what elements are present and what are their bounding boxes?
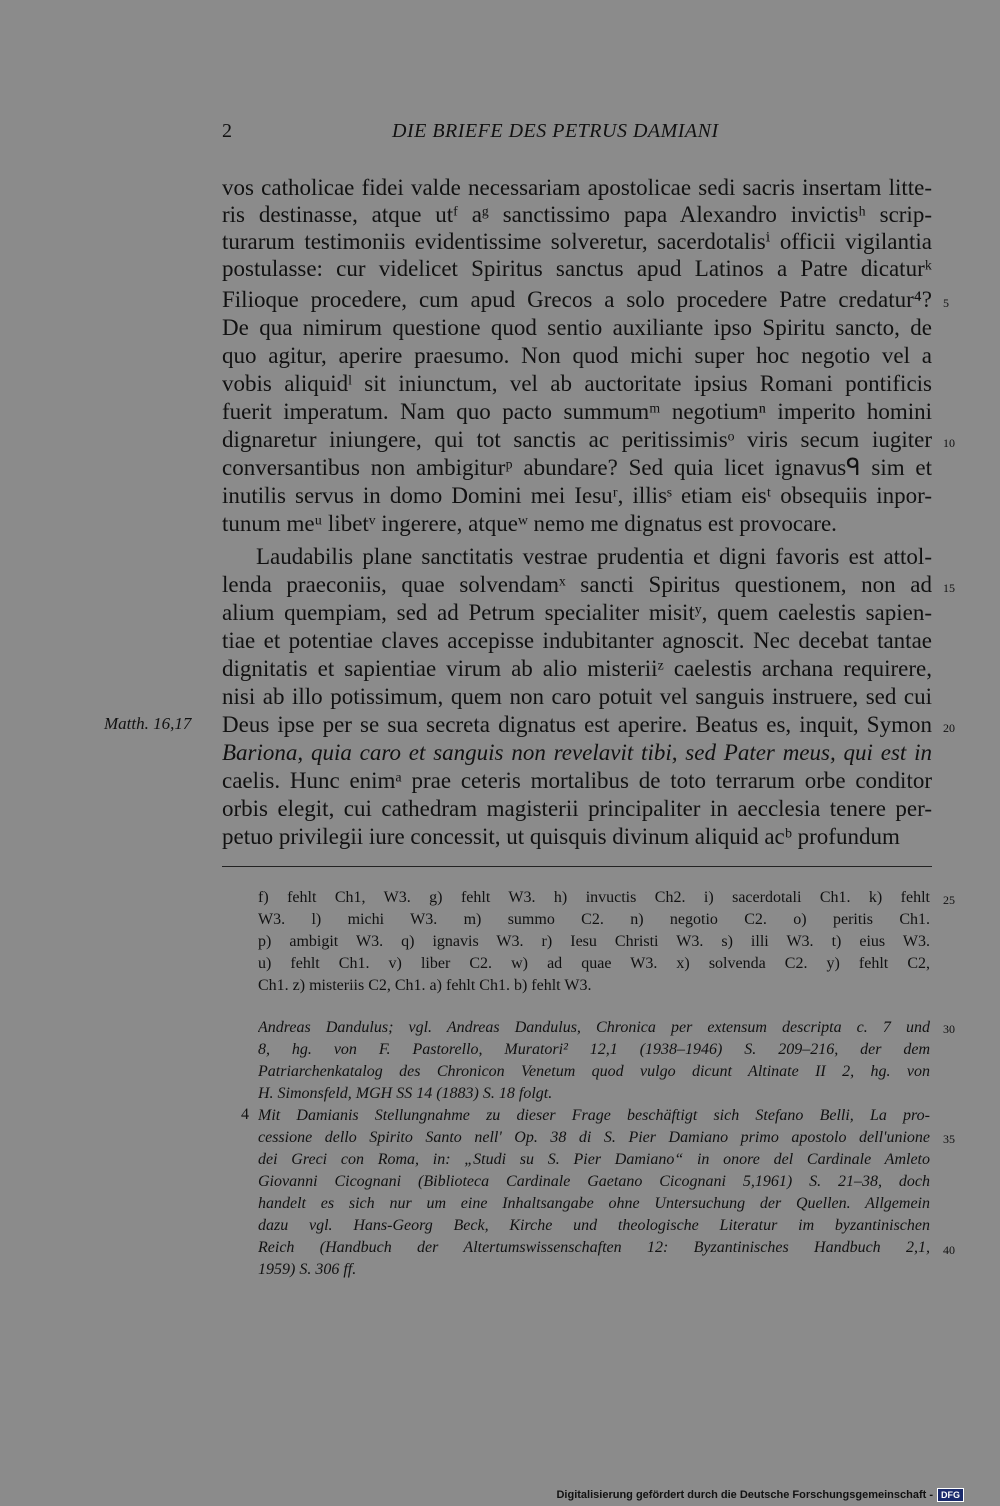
note-number: 4	[241, 1106, 249, 1123]
page-number: 2	[222, 120, 232, 142]
text-line: vos catholicae fidei valde necessariam apostolicae sedi sacris insertam litte-	[222, 175, 932, 200]
text-line: Laudabilis plane sanctitatis vestrae prudentia et digni favoris est attol-	[256, 544, 932, 569]
text-line: alium quempiam, sed ad Petrum specialiter misitʸ, quem caelestis sapien-	[222, 600, 932, 625]
text-line: inutilis servus in domo Domini mei Iesuʳ, illisˢ etiam eisᵗ obsequiis inpor-	[222, 483, 932, 508]
margin-reference: Matth. 16,17	[104, 714, 192, 733]
commentary-line: H. Simonsfeld, MGH SS 14 (1883) S. 18 folgt.	[258, 1085, 553, 1102]
line-number: 40	[943, 1243, 955, 1257]
line-number: 30	[943, 1022, 955, 1036]
text-line: fuerit imperatum. Nam quo pacto summumᵐ negotiumⁿ imperito homini	[222, 399, 932, 424]
text-line: tunum meᵘ libetᵛ ingerere, atqueʷ nemo me dignatus est provocare.	[222, 511, 837, 536]
text-line: Deus ipse per se sua secreta dignatus est aperire. Beatus es, inquit, Symon	[222, 712, 932, 737]
line-number: 5	[943, 296, 949, 310]
dfg-logo: DFG	[937, 1488, 964, 1502]
commentary-line: Reich (Handbuch der Altertumswissenschaften 12: Byzantinisches Handbuch 2,1,	[258, 1239, 930, 1256]
apparatus-line: Ch1. z) misteriis C2, Ch1. a) fehlt Ch1. b) fehlt W3.	[258, 977, 592, 994]
text-line: dignaretur iniungere, qui tot sanctis ac peritissimisᵒ viris secum iugiter	[222, 427, 932, 452]
commentary-line: handelt es sich nur um eine Inhaltsangabe ohne Untersuchung der Quellen. Allgemein	[258, 1195, 930, 1212]
line-number: 10	[943, 436, 955, 450]
commentary-line: dazu vgl. Hans-Georg Beck, Kirche und theologische Literatur im byzantinischen	[258, 1217, 930, 1234]
text-line: quo agitur, aperire praesumo. Non quod michi super hoc negotio vel a	[222, 343, 932, 368]
text-line: nisi ab illo potissimum, quem non caro potuit vel sanguis instruere, sed cui	[222, 684, 932, 709]
text-line: postulasse: cur videlicet Spiritus sanctus apud Latinos a Patre dicaturᵏ	[222, 256, 932, 281]
apparatus-line: W3. l) michi W3. m) summo C2. n) negotio C2. o) peritis Ch1.	[258, 911, 930, 928]
line-number: 25	[943, 893, 955, 907]
commentary-line: Patriarchenkatalog des Chronicon Venetum quod vulgo dicunt Altinate II 2, hg. von	[258, 1063, 930, 1080]
text-line: conversantibus non ambigiturᵖ abundare? Sed quia licet ignavusᑫ sim et	[222, 455, 932, 480]
text-line: ris destinasse, atque utᶠ aᵍ sanctissimo papa Alexandro invictisʰ scrip-	[222, 202, 932, 227]
digitization-credit	[556, 1488, 964, 1502]
commentary-line: dei Greci con Roma, in: „Studi su S. Pier Damiano“ in onore del Cardinale Amleto	[258, 1151, 930, 1168]
text-line: lenda praeconiis, quae solvendamˣ sancti Spiritus questionem, non ad	[222, 572, 932, 597]
text-line: tiae et potentiae claves accepisse indubitanter agnoscit. Nec decebat tantae	[222, 628, 932, 653]
text-line: dignitatis et sapientiae virum ab alio misteriiᶻ caelestis archana requirere,	[222, 656, 932, 681]
commentary-line: cessione dello Spirito Santo nell' Op. 38 di S. Pier Damiano primo apostolo dell'unione	[258, 1129, 930, 1146]
text-line: orbis elegit, cui cathedram magisterii principaliter in aecclesia tenere per-	[222, 796, 932, 821]
apparatus-line: f) fehlt Ch1, W3. g) fehlt W3. h) invuctis Ch2. i) sacerdotali Ch1. k) fehlt	[258, 889, 930, 906]
footnote-rule	[222, 866, 932, 867]
commentary-line: Giovanni Cicognani (Biblioteca Cardinale Gaetano Cicognani 5,1961) S. 21–38, doch	[258, 1173, 930, 1190]
text-line: Bariona, quia caro et sanguis non revelavit tibi, sed Pater meus, qui est in	[222, 740, 932, 765]
text-line: vobis aliquidˡ sit iniunctum, vel ab auctoritate ipsius Romani pontificis	[222, 371, 932, 396]
line-number: 35	[943, 1132, 955, 1146]
commentary-line: Andreas Dandulus; vgl. Andreas Dandulus, Chronica per extensum descripta c. 7 und	[258, 1019, 930, 1036]
text-line: caelis. Hunc enimᵃ prae ceteris mortalibus de toto terrarum orbe conditor	[222, 768, 932, 793]
commentary-line: Mit Damianis Stellungnahme zu dieser Frage beschäftigt sich Stefano Belli, La pro-	[258, 1107, 930, 1124]
line-number: 20	[943, 721, 955, 735]
running-head: DIE BRIEFE DES PETRUS DAMIANI	[392, 120, 719, 142]
credit-text: Digitalisierung gefördert durch die Deutsche Forschungsgemeinschaft -	[556, 1489, 933, 1501]
line-number: 15	[943, 581, 955, 595]
text-line: Filioque procedere, cum apud Grecos a solo procedere Patre credatur⁴?	[222, 287, 932, 312]
commentary-line: 8, hg. von F. Pastorello, Muratori² 12,1 (1938–1946) S. 209–216, der dem	[258, 1041, 930, 1058]
text-line: De qua nimirum questione quod sentio auxiliante ipso Spiritu sancto, de	[222, 315, 932, 340]
commentary-line: 1959) S. 306 ff.	[258, 1261, 357, 1278]
apparatus-line: u) fehlt Ch1. v) liber C2. w) ad quae W3. x) solvenda C2. y) fehlt C2,	[258, 955, 930, 972]
text-line: petuo privilegii iure concessit, ut quisquis divinum aliquid acᵇ profundum	[222, 824, 900, 849]
apparatus-line: p) ambigit W3. q) ignavis W3. r) Iesu Christi W3. s) illi W3. t) eius W3.	[258, 933, 930, 950]
text-line: turarum testimoniis evidentissime solveretur, sacerdotalisⁱ officii vigilantia	[222, 229, 932, 254]
